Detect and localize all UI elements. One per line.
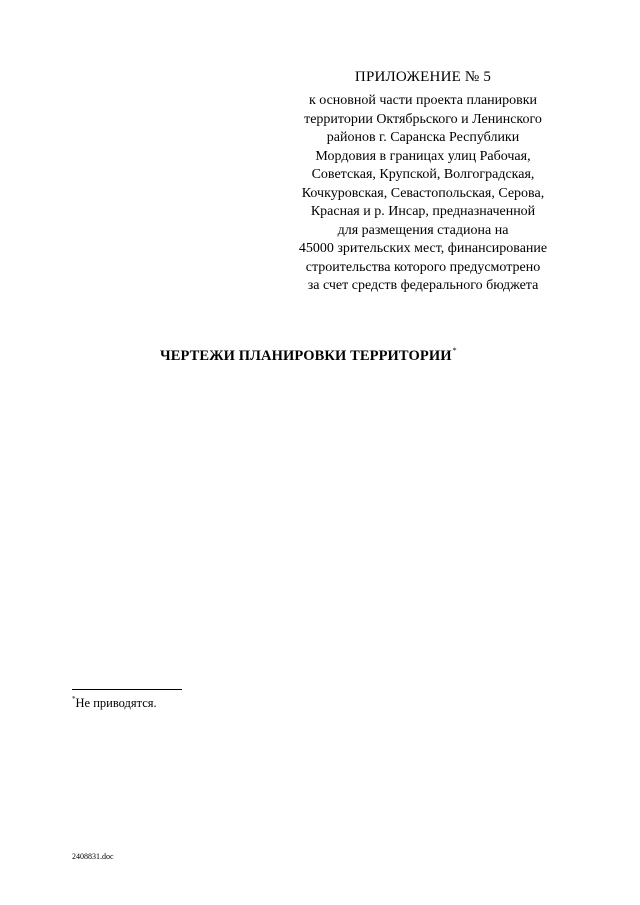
footnote-mark: * [72, 695, 76, 703]
appendix-header [278, 66, 568, 296]
appendix-line: территории Октябрьского и Ленинского [304, 111, 542, 127]
appendix-line: Советская, Крупской, Волгоградская, [311, 167, 535, 182]
appendix-line: Мордовия в границах улиц Рабочая, [315, 148, 531, 164]
appendix-line: Кочкуровская, Севастопольская, Серова, [301, 185, 545, 201]
appendix-line: за счет средств федерального бюджета [307, 278, 539, 293]
appendix-line: к основной части проекта планировки [308, 93, 538, 108]
footnote-reference: * [452, 346, 457, 355]
appendix-line: строительства которого предусмотрено [305, 259, 541, 275]
footnote-text: Не приводятся. [75, 696, 157, 710]
appendix-line: для размещения стадиона на [337, 222, 509, 238]
footnote-divider [72, 689, 182, 690]
appendix-line: Красная и р. Инсар, предназначенной [310, 204, 536, 219]
page-title-text: ЧЕРТЕЖИ ПЛАНИРОВКИ ТЕРРИТОРИИ [160, 348, 452, 364]
appendix-line: районов г. Саранска Республики [326, 130, 520, 145]
footnote [72, 695, 157, 711]
page-title [160, 346, 457, 365]
file-name: 2408831.doc [72, 852, 114, 861]
appendix-title: ПРИЛОЖЕНИЕ № 5 [354, 69, 492, 85]
appendix-line: 45000 зрительских мест, финансирование [298, 241, 548, 256]
appendix-description [278, 92, 568, 296]
